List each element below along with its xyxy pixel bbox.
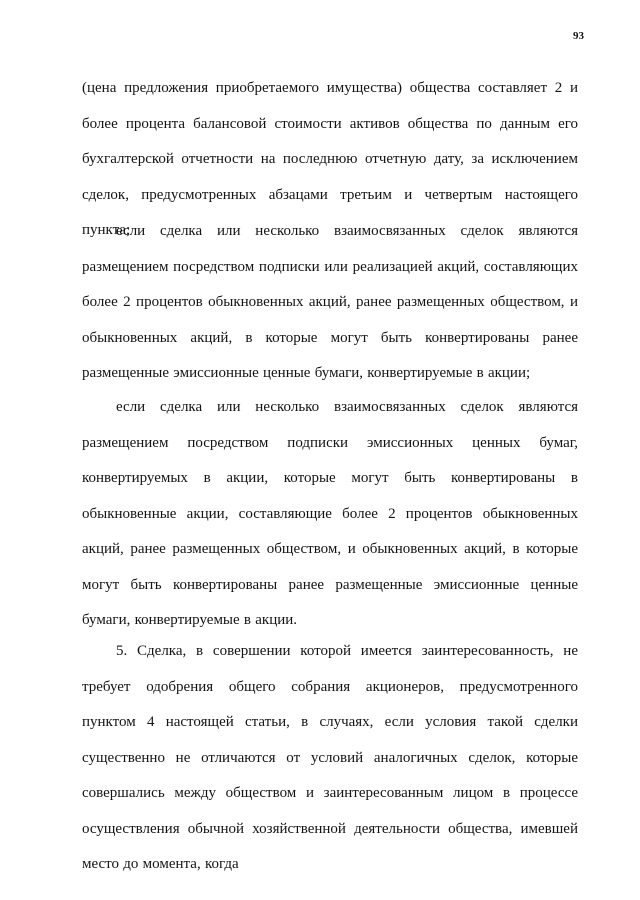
paragraph-4 <box>82 634 578 883</box>
paragraph-3-text: если сделка или несколько взаимосвязанных сделок являются размещением посредством подписки эмиссионных ценных бумаг, конвертируемых в акции, которые могут быть конвертированы в обыкновенные акции, составляющие более 2 процентов обыкновенных акций, ранее размещенных обществом, и обыкновенных акций, в которые могут быть конвертированы ранее размещенные эмиссионные ценные бумаги, конвертируемые в акции. <box>82 399 578 628</box>
paragraph-2 <box>82 214 578 392</box>
paragraph-4-text: 5. Сделка, в совершении которой имеется заинтересованность, не требует одобрения общего собрания акционеров, предусмотренного пунктом 4 настоящей статьи, в случаях, если условия такой сделки существенно не отличаются от условий аналогичных сделок, которые совершались между обществом и заинтересованным лицом в процессе осуществления обычной хозяйственной деятельности общества, имевшей место до момента, когда <box>82 643 578 872</box>
page-number: 93 <box>573 30 584 42</box>
paragraph-2-text: если сделка или несколько взаимосвязанных сделок являются размещением посредством подписки или реализацией акций, составляющих более 2 процентов обыкновенных акций, ранее размещенных обществом, и обыкновенных акций, в которые могут быть конвертированы ранее размещенные эмиссионные ценные бумаги, конвертируемые в акции; <box>82 223 578 381</box>
paragraph-3 <box>82 390 578 639</box>
paragraph-1-text: (цена предложения приобретаемого имущества) общества составляет 2 и более процента балансовой стоимости активов общества по данным его бухгалтерской отчетности на последнюю отчетную дату, за исключением сделок, предусмотренных абзацами третьим и четвертым настоящего пункта; <box>82 80 578 238</box>
